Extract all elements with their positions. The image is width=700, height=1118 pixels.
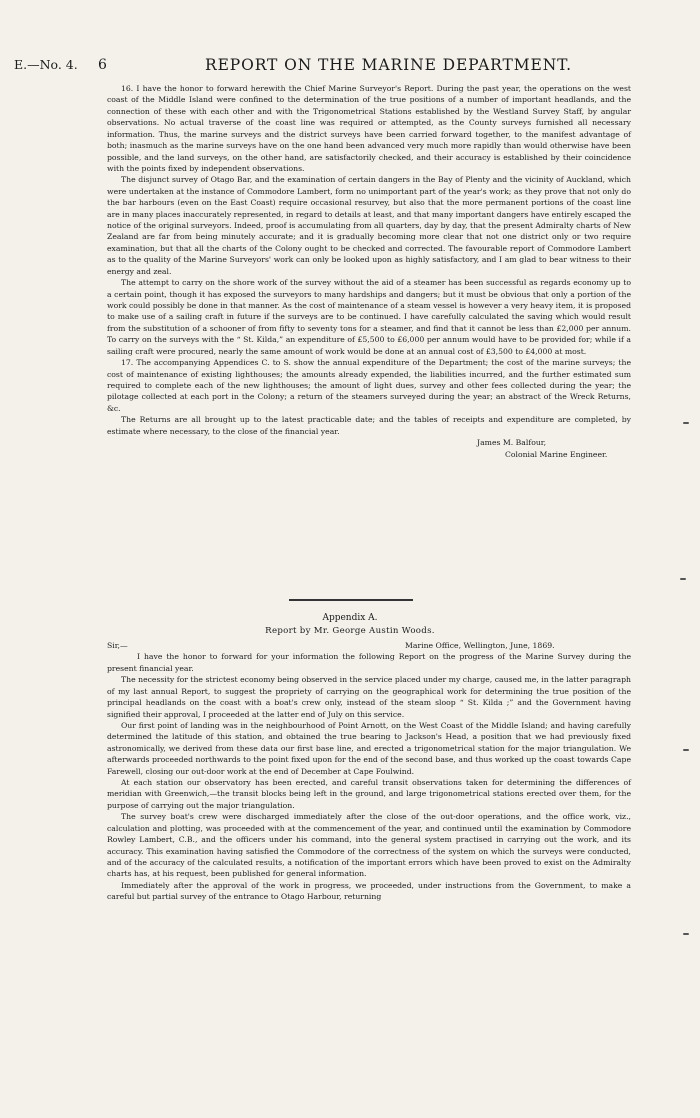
signature-name: James M. Balfour,	[477, 438, 547, 448]
paragraph-17: 17. The accompanying Appendices C. to S. show the annual expenditure of the Department; the cost of the marine surveys; the cost of maintenance of existing lighthouses; the amounts already expended, the liabilities incurred, and the further estimated sum required to complete each of the new lighthouses; the amount of light dues, survey and other fees collected during the year; the pilotage collected at each port in the Colony; a return of the steamers surveyed during the year; an abstract of the Wreck Returns, &c.	[107, 358, 631, 413]
paragraph-intro: I have the honor to forward for your information the following Report on the progress of the Marine Survey during the present financial year.	[107, 652, 631, 673]
page-number: 6	[98, 57, 107, 73]
paragraph-returns: The Returns are all brought up to the latest practicable date; and the tables of receipts and expenditure are completed, by estimate where necessary, to the close of the financial year.	[107, 415, 631, 436]
report-body	[107, 83, 631, 460]
margin-mark	[683, 422, 689, 424]
salutation: Sir,—	[107, 641, 128, 650]
margin-mark	[680, 578, 686, 580]
paragraph-16: 16. I have the honor to forward herewith the Chief Marine Surveyor's Report. During the past year, the operations on the west coast of the Middle Island were confined to the determination of the true positions of a number of important headlands, and the connection of these with each other and with the Trigonometrical Stations established by the Westland Survey Staff, by angular observations. No actual traverse of the coast line was required or attempted, as the County surveys furnished all necessary information. Thus, the marine surveys and the district surveys have been carried forward together, to the manifest advantage of both; inasmuch as the marine surveys have on the one hand been advanced very much more rapidly than would otherwise have been possible, and the land surveys, on the other hand, are satisfactorily checked, and their accuracy is established by their coincidence with the points fixed by independent observations.	[107, 84, 631, 173]
paragraph-steamer-attempt: The attempt to carry on the shore work of the survey without the aid of a steamer has been successful as regards economy up to a certain point, though it has exposed the surveyors to many hardships and dangers; but it must be obvious that only a portion of the work could possibly be done in that manner. As the cost of maintenance of a steam vessel is however a very heavy item, it is proposed to make use of a sailing craft in future if the surveys are to be continued. I have carefully calculated the saving which would result from the substitution of a schooner of from fifty to seventy tons for a steamer, and find that it cannot be less than £2,000 per annum. To carry on the surveys with the “ St. Kilda,” an expenditure of £5,500 to £6,000 per annum would have to be provided for; while if a sailing craft were procured, nearly the same amount of work would be done at an annual cost of £3,500 to £4,000 at most.	[107, 278, 631, 356]
place-date: Marine Office, Wellington, June, 1869.	[405, 641, 555, 650]
paragraph-observatory: At each station our observatory has been erected, and careful transit observations taken for determining the differences of meridian with Greenwich,—the transit blocks being left in the ground, and large trigonometrical stations erected over them, for the purpose of carrying out the major triangulation.	[107, 778, 631, 810]
document-number: E.—No. 4.	[14, 57, 78, 72]
paragraph-boat-crew: The survey boat's crew were discharged immediately after the close of the out-door operations, and the office work, viz., calculation and plotting, was proceeded with at the commencement of the year, and continued until the examination by Commodore Rowley Lambert, C.B., and the officers under his command, into the general system practised in carrying out the work, and its accuracy. This examination having satisfied the Commodore of the correctness of the system on which the surveys were conducted, and of the accuracy of the calculated results, a notification of the important errors which have been proved to exist on the Admiralty charts has, at his request, been published for general information.	[107, 812, 631, 879]
signature-title: Colonial Marine Engineer.	[505, 449, 608, 459]
appendix-title: Appendix A.	[322, 613, 378, 623]
section-divider	[289, 599, 413, 601]
paragraph-first-landing: Our first point of landing was in the neighbourhood of Point Arnott, on the West Coast of the Middle Island; and having carefully determined the latitude of this station, and obtained the true bearing to Jackson's Head, a position that we had previously fixed astronomically, we derived from these data our first base line, and erected a trigonometrical station for the major triangulation. We afterwards proceeded northwards to the point fixed upon for the end of the second base, and thus worked up the coast towards Cape Farewell, closing our out-door work at the end of December at Cape Foulwind.	[107, 720, 631, 776]
salutation-line	[107, 640, 631, 651]
running-title: REPORT ON THE MARINE DEPARTMENT.	[205, 56, 572, 74]
paragraph-necessity: The necessity for the strictest economy being observed in the service placed under my charge, caused me, in the latter paragraph of my last annual Report, to suggest the propriety of carrying on the geographical work for determining the true position of the principal headlands on the coast with a boat's crew only, instead of the steam sloop “ St. Kilda ;” and the Government having signified their approval, I proceeded at the latter end of July on this service.	[107, 675, 631, 719]
margin-mark	[683, 749, 689, 751]
appendix-body	[107, 640, 631, 903]
margin-mark	[683, 933, 689, 935]
page-header	[0, 57, 700, 77]
appendix-subtitle: Report by Mr. George Austin Woods.	[265, 626, 435, 636]
paragraph-disjunct-survey: The disjunct survey of Otago Bar, and the examination of certain dangers in the Bay of Plenty and the vicinity of Auckland, which were undertaken at the instance of Commodore Lambert, form no unimportant part of the year's work; as they prove that not only do the bar harbours (even on the East Coast) require occasional resurvey, but also that the more permanent portions of the coast line are in many places inaccurately represented, in regard to details at least, and that many important dangers have entirely escaped the notice of the original surveyors. Indeed, proof is accumulating from all quarters, day by day, that the present Admiralty charts of New Zealand are far from being minutely accurate; and it is gradually becoming more clear that not one district only or two require examination, but that all the charts of the Colony ought to be checked and corrected. The favourable report of Commodore Lambert as to the quality of the Marine Surveyors' work can only be looked upon as highly satisfactory, and I am glad to bear witness to their energy and zeal.	[107, 175, 631, 276]
paragraph-approval: Immediately after the approval of the work in progress, we proceeded, under instructions from the Government, to make a careful but partial survey of the entrance to Otago Harbour, returning	[107, 880, 631, 902]
